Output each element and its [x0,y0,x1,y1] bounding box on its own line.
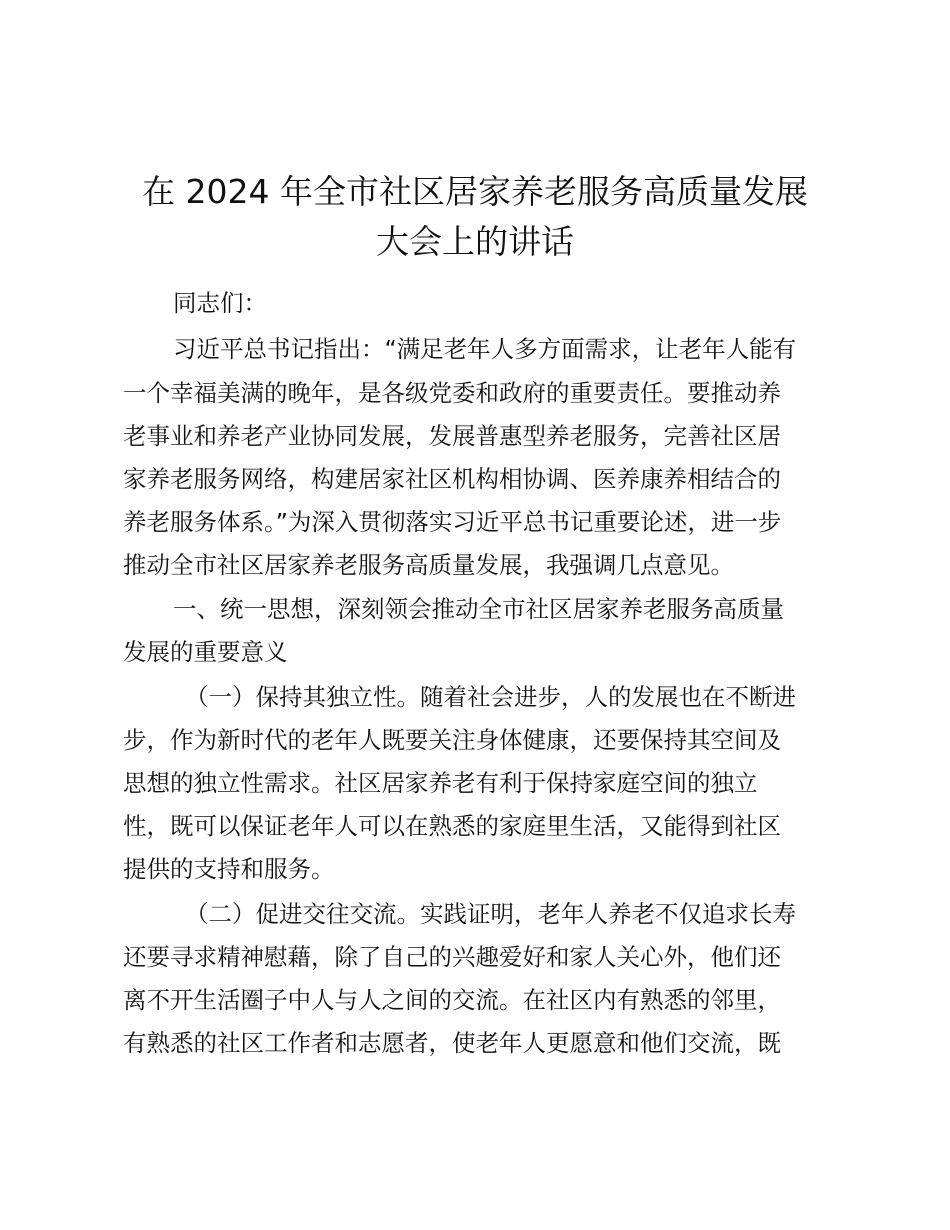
body-line: 一个幸福美满的晚年，是各级党委和政府的重要责任。要推动养 [123,379,781,407]
body-line: 有熟悉的社区工作者和志愿者，使老年人更愿意和他们交流，既 [123,1029,781,1057]
body-line: 养老服务体系。”为深入贯彻落实习近平总书记重要论述，进一步 [123,508,782,536]
subsection-line: （二）促进交往交流。实践证明，老年人养老不仅追求长寿 [185,900,796,928]
body-line: 老事业和养老产业协同发展，发展普惠型养老服务，完善社区居 [123,422,781,450]
body-line: 思想的独立性需求。社区居家养老有利于保持家庭空间的独立 [123,769,758,797]
body-line: 离不开生活圈子中人与人之间的交流。在社区内有熟悉的邻里， [123,986,781,1014]
body-line: 习近平总书记指出：“满足老年人多方面需求，让老年人能有 [173,335,797,363]
body-line: 性，既可以保证老年人可以在熟悉的家庭里生活，又能得到社区 [123,812,781,840]
subsection-line: （一）保持其独立性。随着社会进步，人的发展也在不断进 [185,683,796,711]
salutation: 同志们： [173,289,267,317]
body-line: 步，作为新时代的老年人既要关注身体健康，还要保持其空间及 [123,726,781,754]
body-line: 家养老服务网络，构建居家社区机构相协调、医养康养相结合的 [123,465,781,493]
section-heading: 发展的重要意义 [123,638,288,666]
body-line: 提供的支持和服务。 [123,855,335,883]
document-title-line-1: 在 2024 年全市社区居家养老服务高质量发展 [142,172,808,211]
document-title-line-2: 大会上的讲话 [376,222,574,261]
body-line: 还要寻求精神慰藉，除了自己的兴趣爱好和家人关心外，他们还 [123,943,781,971]
section-heading: 一、统一思想，深刻领会推动全市社区居家养老服务高质量 [173,595,784,623]
body-line: 推动全市社区居家养老服务高质量发展，我强调几点意见。 [123,551,734,579]
